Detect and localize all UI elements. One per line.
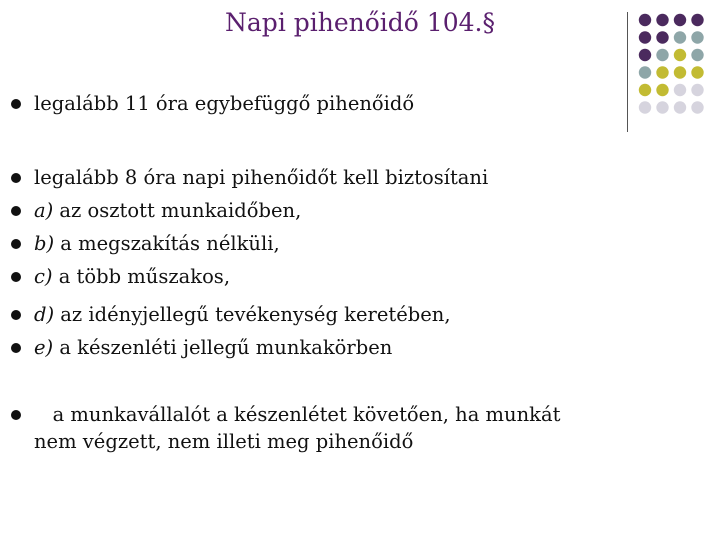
list-item	[34, 230, 614, 257]
item-letter: e)	[34, 336, 54, 359]
bullet-dot	[11, 173, 21, 183]
list-item	[34, 301, 614, 328]
item-text: a megszakítás nélküli,	[54, 232, 280, 255]
list-item	[34, 164, 614, 191]
item-letter: c)	[34, 265, 53, 288]
item-text: az osztott munkaidőben,	[53, 199, 302, 222]
bullet-dot	[11, 206, 21, 216]
bullet-dot	[11, 239, 21, 249]
bullet-dot	[11, 272, 21, 282]
list-item	[34, 90, 614, 117]
item-text: a munkavállalót a készenlétet követően, ha munkát nem végzett, nem illeti meg pihenőidő	[34, 403, 567, 453]
item-letter: a)	[34, 199, 54, 222]
item-letter: b)	[34, 232, 55, 255]
item-letter: d)	[34, 303, 55, 326]
item-text: legalább 8 óra napi pihenőidőt kell biztosítani	[34, 166, 489, 189]
list-item	[34, 334, 614, 361]
bullet-dot	[11, 410, 21, 420]
bullet-dot	[11, 99, 21, 109]
item-text: legalább 11 óra egybefüggő pihenőidő	[34, 92, 415, 115]
item-text: az idényjellegű tevékenység keretében,	[54, 303, 451, 326]
bullet-dot	[11, 343, 21, 353]
bullet-dot	[11, 310, 21, 320]
list-item	[34, 401, 579, 455]
list-item	[34, 263, 614, 290]
item-text: a készenléti jellegű munkakörben	[53, 336, 393, 359]
slide-title: Napi pihenőidő 104.§	[225, 8, 495, 37]
item-text: a több műszakos,	[52, 265, 231, 288]
list-item	[34, 197, 614, 224]
